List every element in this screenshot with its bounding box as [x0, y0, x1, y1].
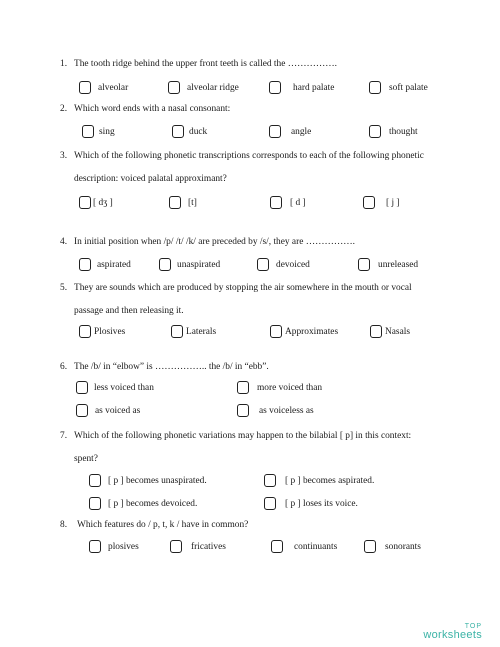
q3-option-1[interactable]	[79, 196, 113, 209]
q6-option-3-label: as voiced as	[95, 405, 141, 416]
q4-option-2-label: unaspirated	[177, 259, 221, 270]
question-8	[60, 519, 248, 531]
q3-option-4-label: [ j ]	[386, 197, 400, 208]
q2-option-3-checkbox[interactable]	[269, 125, 281, 138]
q6-option-2-checkbox[interactable]	[237, 381, 249, 394]
q6-option-3[interactable]	[76, 404, 140, 417]
q1-option-4[interactable]	[369, 81, 428, 94]
q5-option-3[interactable]	[270, 325, 338, 338]
topworksheets-logo[interactable]	[423, 623, 482, 641]
question-6-text: The /b/ in “elbow” is …………….. the /b/ in “ebb”.	[74, 362, 269, 372]
q1-option-3-label: hard palate	[293, 82, 335, 93]
q2-option-2-checkbox[interactable]	[172, 125, 184, 138]
q2-option-1[interactable]	[82, 125, 115, 138]
q3-option-1-label: [ dʒ ]	[93, 197, 113, 208]
q8-option-3[interactable]	[271, 540, 337, 553]
q7-option-2-checkbox[interactable]	[264, 474, 276, 487]
question-5-text: They are sounds which are produced by stopping the air somewhere in the mouth or vocal	[74, 283, 412, 293]
q3-option-1-checkbox[interactable]	[79, 196, 91, 209]
q6-option-1-checkbox[interactable]	[76, 381, 88, 394]
q5-option-2-label: Laterals	[186, 326, 217, 337]
q3-option-3[interactable]	[270, 196, 306, 209]
question-3-number: 3.	[60, 151, 68, 161]
q3-option-2-label: [t]	[188, 197, 197, 208]
question-1-number: 1.	[60, 59, 68, 69]
q2-option-4[interactable]	[369, 125, 418, 138]
q2-option-2-label: duck	[189, 126, 208, 137]
q1-option-4-checkbox[interactable]	[369, 81, 381, 94]
q2-option-3[interactable]	[269, 125, 311, 138]
q1-option-4-label: soft palate	[389, 82, 428, 93]
q8-option-4-checkbox[interactable]	[364, 540, 376, 553]
q5-option-1-checkbox[interactable]	[79, 325, 91, 338]
q6-option-4[interactable]	[237, 404, 314, 417]
q5-option-4-label: Nasals	[385, 326, 410, 337]
q4-option-1-label: aspirated	[97, 259, 131, 270]
q4-option-2-checkbox[interactable]	[159, 258, 171, 271]
q2-option-2[interactable]	[172, 125, 207, 138]
q6-option-2[interactable]	[237, 381, 322, 394]
q7-option-1-label: [ p ] becomes unaspirated.	[108, 475, 207, 486]
q4-option-3-checkbox[interactable]	[257, 258, 269, 271]
q6-option-1[interactable]	[76, 381, 154, 394]
q7-option-4-checkbox[interactable]	[264, 497, 276, 510]
q1-option-3-checkbox[interactable]	[269, 81, 281, 94]
q8-option-2-checkbox[interactable]	[170, 540, 182, 553]
question-1	[60, 58, 337, 70]
q3-option-4-checkbox[interactable]	[363, 196, 375, 209]
q5-option-2[interactable]	[171, 325, 216, 338]
question-4-text: In initial position when /p/ /t/ /k/ are preceded by /s/, they are …………….	[74, 237, 355, 247]
question-4	[60, 236, 355, 248]
q3-option-2[interactable]	[169, 196, 197, 209]
question-8-number: 8.	[60, 520, 68, 530]
q6-option-4-checkbox[interactable]	[237, 404, 249, 417]
q5-option-4[interactable]	[370, 325, 410, 338]
question-5	[60, 282, 412, 294]
q8-option-1[interactable]	[89, 540, 139, 553]
q3-option-3-label: [ d ]	[290, 197, 306, 208]
q8-option-1-checkbox[interactable]	[89, 540, 101, 553]
q3-option-3-checkbox[interactable]	[270, 196, 282, 209]
q8-option-2-label: fricatives	[191, 541, 226, 552]
q8-option-2[interactable]	[170, 540, 226, 553]
question-6-number: 6.	[60, 362, 68, 372]
q5-option-1[interactable]	[79, 325, 125, 338]
question-4-number: 4.	[60, 237, 68, 247]
question-7	[60, 430, 411, 442]
q4-option-3[interactable]	[257, 258, 310, 271]
q3-option-4[interactable]	[363, 196, 400, 209]
q7-option-4-label: [ p ] loses its voice.	[285, 498, 358, 509]
question-7-text: Which of the following phonetic variations may happen to the bilabial [ p] in this context:	[74, 431, 412, 441]
q6-option-2-label: more voiced than	[257, 382, 323, 393]
q4-option-1-checkbox[interactable]	[79, 258, 91, 271]
q5-option-3-label: Approximates	[285, 326, 339, 337]
q1-option-3[interactable]	[269, 81, 334, 94]
q8-option-3-label: continuants	[294, 541, 338, 552]
q4-option-1[interactable]	[79, 258, 131, 271]
logo-name-text: worksheets	[423, 629, 482, 641]
q8-option-3-checkbox[interactable]	[271, 540, 283, 553]
q6-option-3-checkbox[interactable]	[76, 404, 88, 417]
q4-option-4-label: unreleased	[378, 259, 419, 270]
q2-option-4-checkbox[interactable]	[369, 125, 381, 138]
question-2	[60, 103, 230, 115]
q7-option-3-checkbox[interactable]	[89, 497, 101, 510]
question-7-text-line2: spent?	[74, 454, 98, 464]
q1-option-2-label: alveolar ridge	[187, 82, 239, 93]
q7-option-2-label: [ p ] becomes aspirated.	[285, 475, 375, 486]
question-3	[60, 150, 424, 162]
question-2-text: Which word ends with a nasal consonant:	[74, 104, 231, 114]
q4-option-4-checkbox[interactable]	[358, 258, 370, 271]
q1-option-2-checkbox[interactable]	[168, 81, 180, 94]
q2-option-1-checkbox[interactable]	[82, 125, 94, 138]
q5-option-1-label: Plosives	[94, 326, 126, 337]
q7-option-1[interactable]	[89, 474, 207, 487]
q4-option-4[interactable]	[358, 258, 418, 271]
q1-option-1-checkbox[interactable]	[79, 81, 91, 94]
q1-option-2[interactable]	[168, 81, 239, 94]
q6-option-1-label: less voiced than	[94, 382, 154, 393]
q4-option-2[interactable]	[159, 258, 220, 271]
q2-option-4-label: thought	[389, 126, 418, 137]
q2-option-3-label: angle	[291, 126, 312, 137]
question-1-text: The tooth ridge behind the upper front teeth is called the …………….	[74, 59, 337, 69]
q6-option-4-label: as voiceless as	[259, 405, 314, 416]
q3-option-2-checkbox[interactable]	[169, 196, 181, 209]
q7-option-1-checkbox[interactable]	[89, 474, 101, 487]
q8-option-4[interactable]	[364, 540, 421, 553]
question-5-number: 5.	[60, 283, 68, 293]
question-8-text: Which features do / p, t, k / have in common?	[77, 520, 249, 530]
q2-option-1-label: sing	[99, 126, 115, 137]
q7-option-3-label: [ p ] becomes devoiced.	[108, 498, 198, 509]
q5-option-2-checkbox[interactable]	[171, 325, 183, 338]
question-5-text-line2: passage and then releasing it.	[74, 306, 184, 316]
question-3-text-line2: description: voiced palatal approximant?	[74, 174, 227, 184]
q7-option-4[interactable]	[264, 497, 358, 510]
q5-option-3-checkbox[interactable]	[270, 325, 282, 338]
question-2-number: 2.	[60, 104, 68, 114]
q8-option-4-label: sonorants	[385, 541, 421, 552]
logo-top-text: TOP	[464, 623, 482, 630]
question-6	[60, 361, 269, 373]
q7-option-2[interactable]	[264, 474, 374, 487]
q5-option-4-checkbox[interactable]	[370, 325, 382, 338]
q7-option-3[interactable]	[89, 497, 197, 510]
q1-option-1[interactable]	[79, 81, 128, 94]
question-3-text: Which of the following phonetic transcriptions corresponds to each of the following phonetic	[74, 151, 424, 161]
q1-option-1-label: alveolar	[98, 82, 129, 93]
question-7-number: 7.	[60, 431, 68, 441]
q4-option-3-label: devoiced	[276, 259, 310, 270]
q8-option-1-label: plosives	[108, 541, 139, 552]
